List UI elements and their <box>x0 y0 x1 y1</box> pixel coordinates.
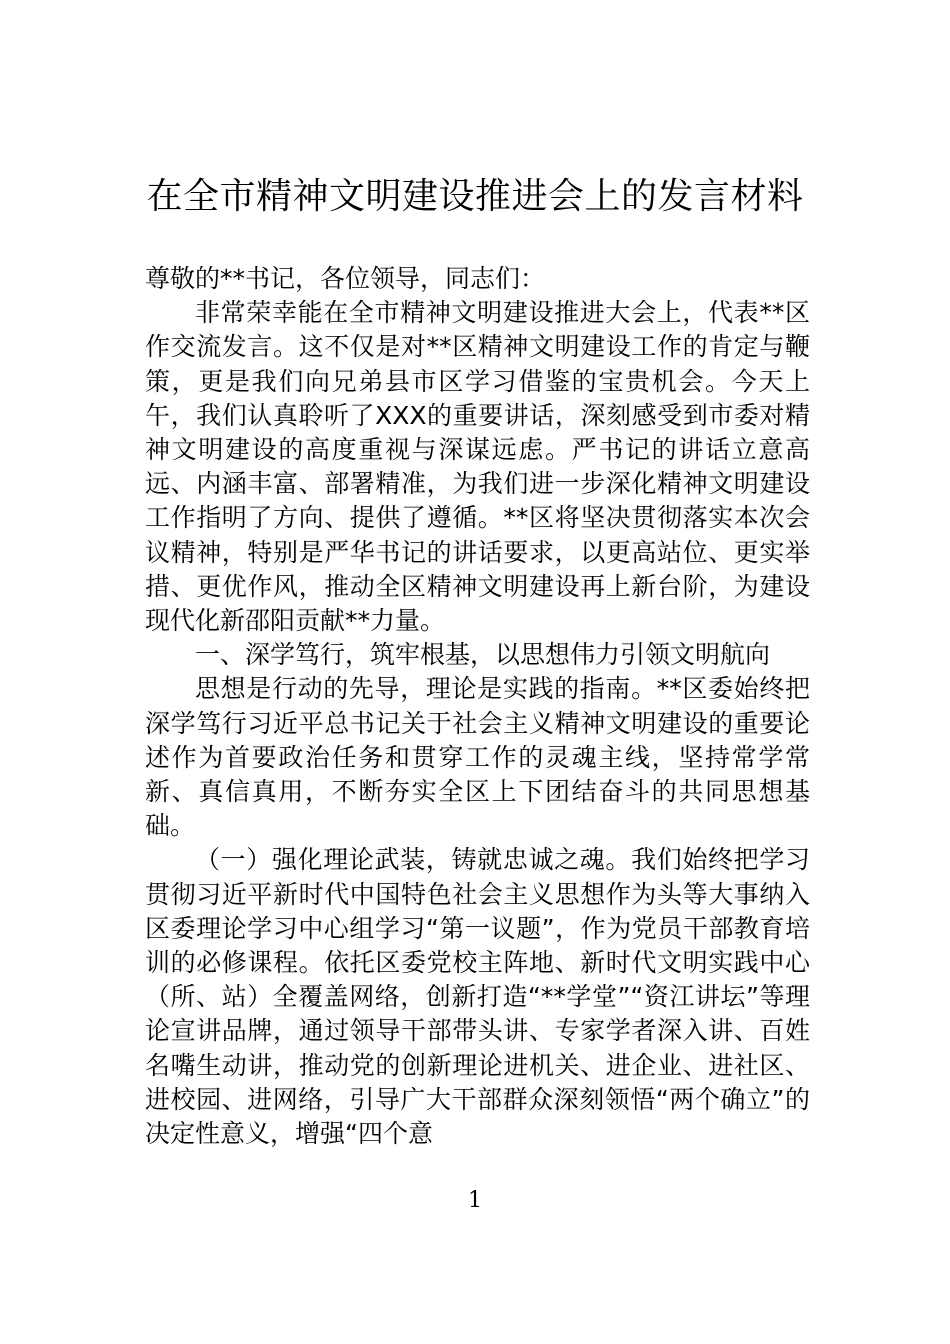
section-1-paragraph: 思想是行动的先导，理论是实践的指南。**区委始终把深学笃行习近平总书记关于社会主义精神文明建设的重要论述作为首要政治任务和贯穿工作的灵魂主线，坚持常学常新、真信真用，不断夯实全区上下团结奋斗的共同思想基础。 <box>145 674 810 841</box>
page-number: 1 <box>468 1188 482 1213</box>
intro-paragraph: 非常荣幸能在全市精神文明建设推进大会上，代表**区作交流发言。这不仅是对**区精神文明建设工作的肯定与鞭策，更是我们向兄弟县市区学习借鉴的宝贵机会。今天上午，我们认真聆听了XXX的重要讲话，深刻感受到市委对精神文明建设的高度重视与深谋远虑。严书记的讲话立意高远、内涵丰富、部署精准，为我们进一步深化精神文明建设工作指明了方向、提供了遵循。**区将坚决贯彻落实本次会议精神，特别是严华书记的讲话要求，以更高站位、更实举措、更优作风，推动全区精神文明建设再上新台阶，为建设现代化新邵阳贡献**力量。 <box>145 298 810 636</box>
section-heading-1: 一、深学笃行，筑牢根基，以思想伟力引领文明航向 <box>195 640 771 670</box>
subsection-1-paragraph: （一）强化理论武装，铸就忠诚之魂。我们始终把学习贯彻习近平新时代中国特色社会主义思想作为头等大事纳入区委理论学习中心组学习“第一议题”，作为党员干部教育培训的必修课程。依托区委党校主阵地、新时代文明实践中心（所、站）全覆盖网络，创新打造“**学堂”“资江讲坛”等理论宣讲品牌，通过领导干部带头讲、专家学者深入讲、百姓名嘴生动讲，推动党的创新理论进机关、进企业、进社区、进校园、进网络，引导广大干部群众深刻领悟“两个确立”的决定性意义，增强“四个意 <box>145 845 810 1149</box>
document-title: 在全市精神文明建设推进会上的发言材料 <box>146 176 804 217</box>
salutation-paragraph: 尊敬的**书记，各位领导，同志们： <box>145 264 546 293</box>
document-body <box>145 262 810 1151</box>
